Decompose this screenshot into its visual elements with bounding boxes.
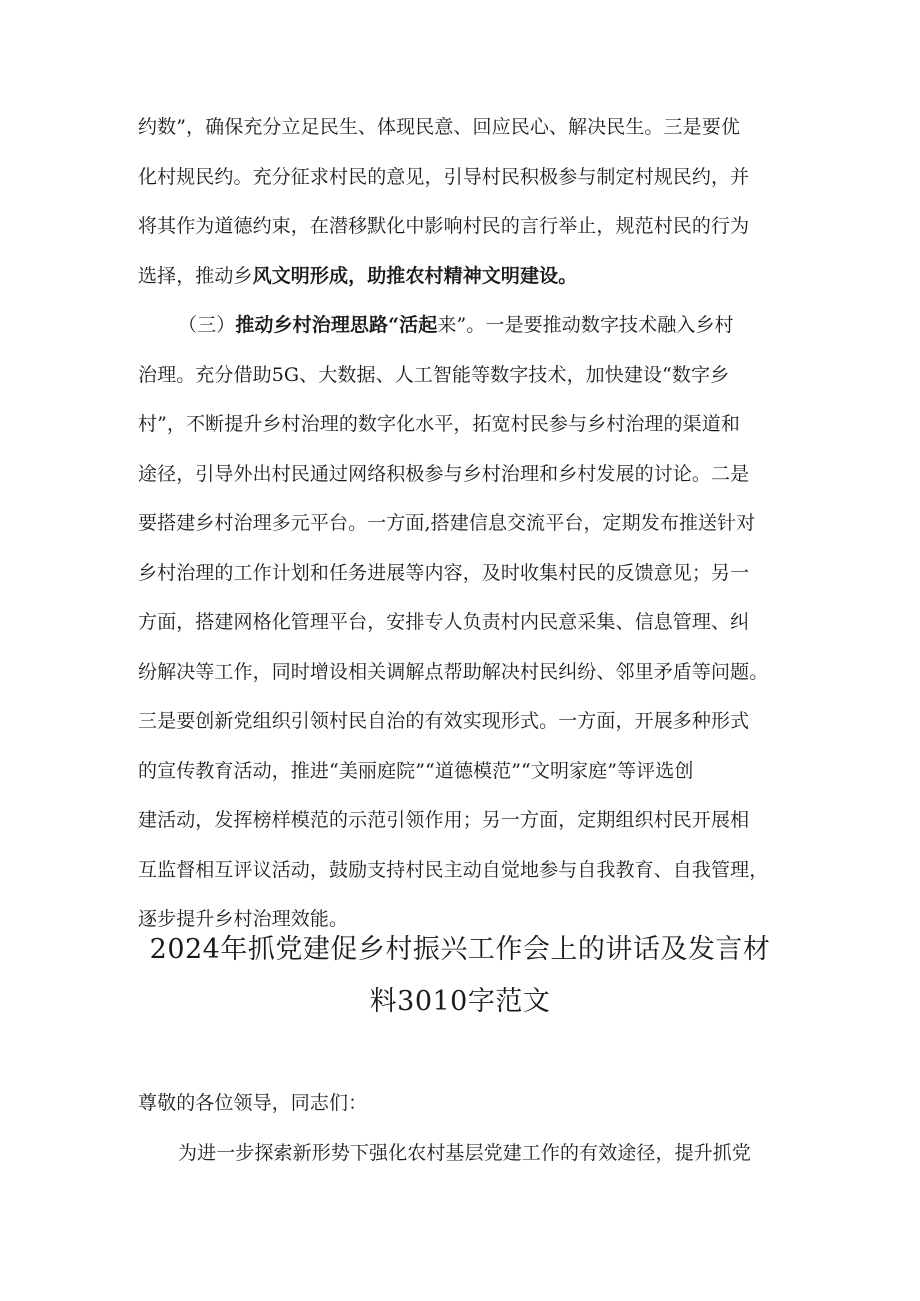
text-line: 纷解决等工作，同时增设相关调解点帮助解决村民纠纷、邻里矛盾等问题。 — [138, 660, 769, 683]
text-line: 三是要创新党组织引领村民自治的有效实现形式。一方面，开展多种形式 — [138, 710, 750, 732]
text-line: 治理。充分借助5G、大数据、人工智能等数字技术，加快建设“数字乡 — [138, 363, 730, 386]
speech-opening — [138, 1079, 788, 1178]
document-title — [100, 924, 820, 1028]
text-bold: 风文明形成，助推农村精神文明建设。 — [252, 264, 578, 287]
text-plain: 选择，推动乡 — [138, 264, 253, 287]
text-line: 途径，引导外出村民通过网络积极参与乡村治理和乡村发展的讨论。二是 — [138, 462, 750, 485]
text-line — [138, 301, 788, 351]
text-line: 要搭建乡村治理多元平台。一方面,搭建信息交流平台，定期发布推送针对 — [138, 512, 756, 534]
title-line: 2024年抓党建促乡村振兴工作会上的讲话及发言材 — [149, 934, 771, 965]
title-line: 料3010字范文 — [369, 986, 551, 1017]
section-number: （三） — [178, 314, 236, 336]
text-line: 建活动，发挥榜样模范的示范引领作用；另一方面，定期组织村民开展相 — [138, 809, 750, 831]
section-heading: 推动乡村治理思路“活起 — [235, 314, 438, 336]
salutation: 尊敬的各位领导，同志们： — [138, 1092, 368, 1114]
text-line — [138, 252, 788, 302]
paragraph-village-rules — [138, 103, 788, 301]
text-plain: 来”。一是要推动数字技术融入乡村 — [437, 314, 734, 336]
text-line: 逐步提升乡村治理效能。 — [138, 908, 349, 930]
text-line: 互监督相互评议活动，鼓励支持村民主动自觉地参与自我教育、自我管理， — [138, 858, 769, 881]
text-line: 为进一步探索新形势下强化农村基层党建工作的有效途径，提升抓党 — [178, 1141, 752, 1164]
text-line: 方面，搭建网格化管理平台，安排专人负责村内民意采集、信息管理、纠 — [138, 611, 750, 633]
text-line: 的宣传教育活动，推进“美丽庭院”“道德模范”“文明家庭”等评选创 — [138, 759, 694, 782]
text-line: 约数”，确保充分立足民生、体现民意、回应民心、解决民生。三是要优 — [138, 116, 740, 138]
text-line: 化村规民约。充分征求村民的意见，引导村民积极参与制定村规民约，并 — [138, 165, 750, 188]
text-line: 乡村治理的工作计划和任务进展等内容，及时收集村民的反馈意见；另一 — [138, 561, 750, 584]
text-line: 村”，不断提升乡村治理的数字化水平，拓宽村民参与乡村治理的渠道和 — [138, 413, 740, 435]
paragraph-governance — [138, 301, 788, 945]
text-line: 将其作为道德约束，在潜移默化中影响村民的言行举止，规范村民的行为 — [138, 215, 750, 237]
